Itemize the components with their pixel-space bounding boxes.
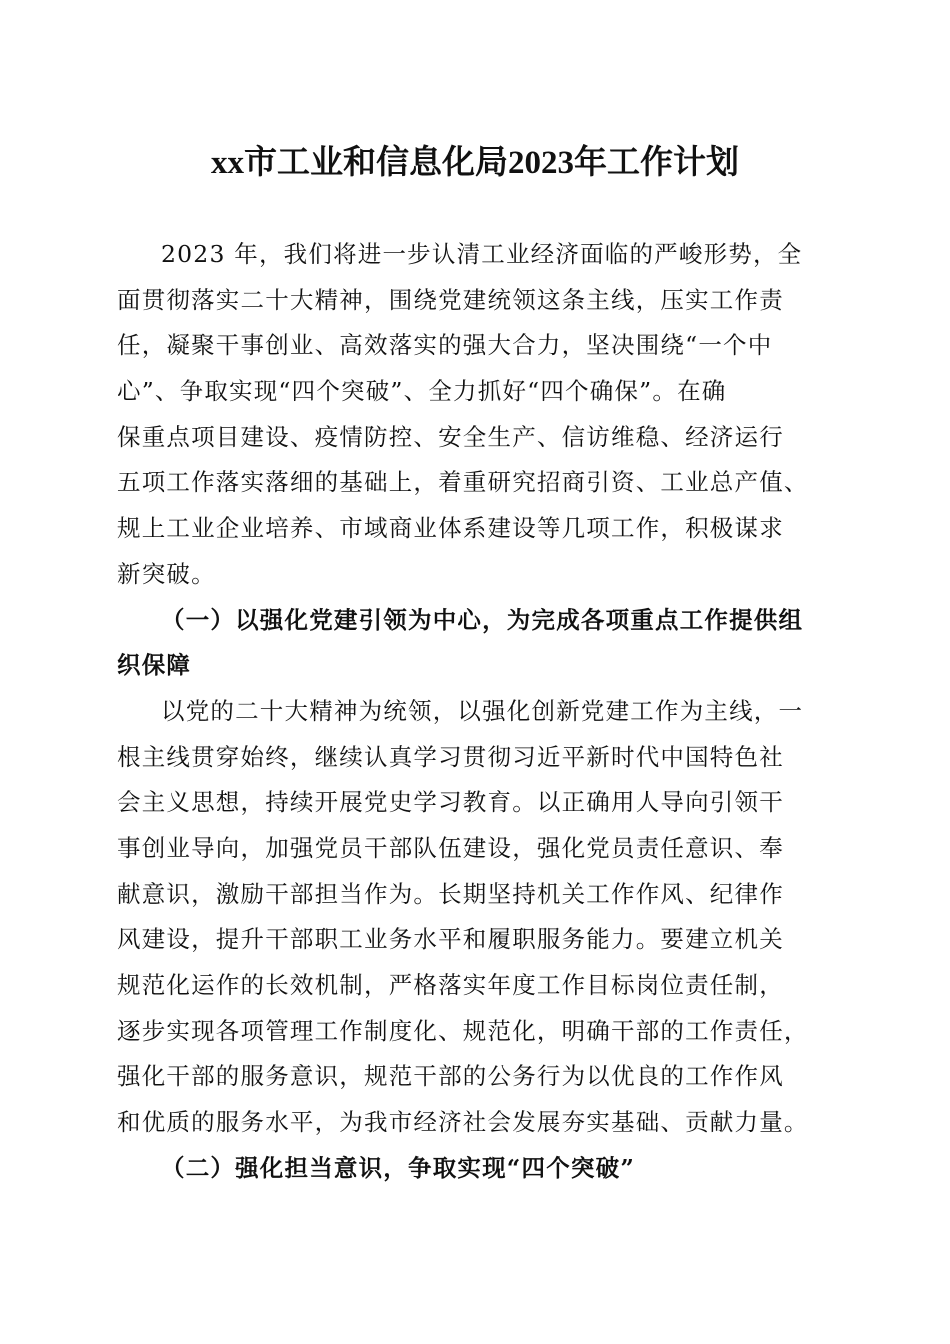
section-heading: 织保障 (117, 651, 192, 680)
section-line: 根主线贯穿始终，继续认真学习贯彻习近平新时代中国特色社 (117, 742, 784, 771)
intro-line: 面贯彻落实二十大精神，围绕党建统领这条主线，压实工作责 (117, 285, 784, 314)
intro-line: 保重点项目建设、疫情防控、安全生产、信访维稳、经济运行 (117, 422, 784, 451)
section-heading: （二）强化担当意识，争取实现“四个突破” (161, 1153, 636, 1182)
document-body (117, 232, 833, 1191)
section-line: 献意识，激励干部担当作为。长期坚持机关工作作风、纪律作 (117, 879, 784, 908)
intro-line: 2023 年，我们将进一步认清工业经济面临的严峻形势，全 (161, 240, 803, 268)
section-line: 以党的二十大精神为统领，以强化创新党建工作为主线，一 (161, 696, 804, 725)
intro-line: 规上工业企业培养、市域商业体系建设等几项工作，积极谋求 (117, 514, 784, 543)
section-line: 强化干部的服务意识，规范干部的公务行为以优良的工作作风 (117, 1062, 784, 1091)
section-line: 风建设，提升干部职工业务水平和履职服务能力。要建立机关 (117, 925, 784, 954)
intro-line: 任，凝聚干事创业、高效落实的强大合力，坚决围绕“一个中 (117, 331, 773, 360)
document-title: xx市工业和信息化局2023年工作计划 (211, 145, 739, 181)
section-line: 规范化运作的长效机制，严格落实年度工作目标岗位责任制， (117, 971, 784, 999)
intro-line: 五项工作落实落细的基础上，着重研究招商引资、工业总产值、 (117, 468, 809, 497)
intro-line: 心”、争取实现“四个突破”、全力抓好“四个确保”。在确 (117, 377, 727, 406)
section-line: 事创业导向，加强党员干部队伍建设，强化党员责任意识、奉 (117, 833, 784, 862)
section-line: 和优质的服务水平，为我市经济社会发展夯实基础、贡献力量。 (117, 1108, 809, 1137)
section-heading: （一）以强化党建引领为中心，为完成各项重点工作提供组 (161, 605, 804, 634)
section-line: 逐步实现各项管理工作制度化、规范化，明确干部的工作责任， (117, 1016, 809, 1045)
section-line: 会主义思想，持续开展党史学习教育。以正确用人导向引领干 (117, 788, 784, 817)
intro-line: 新突破。 (117, 559, 216, 588)
